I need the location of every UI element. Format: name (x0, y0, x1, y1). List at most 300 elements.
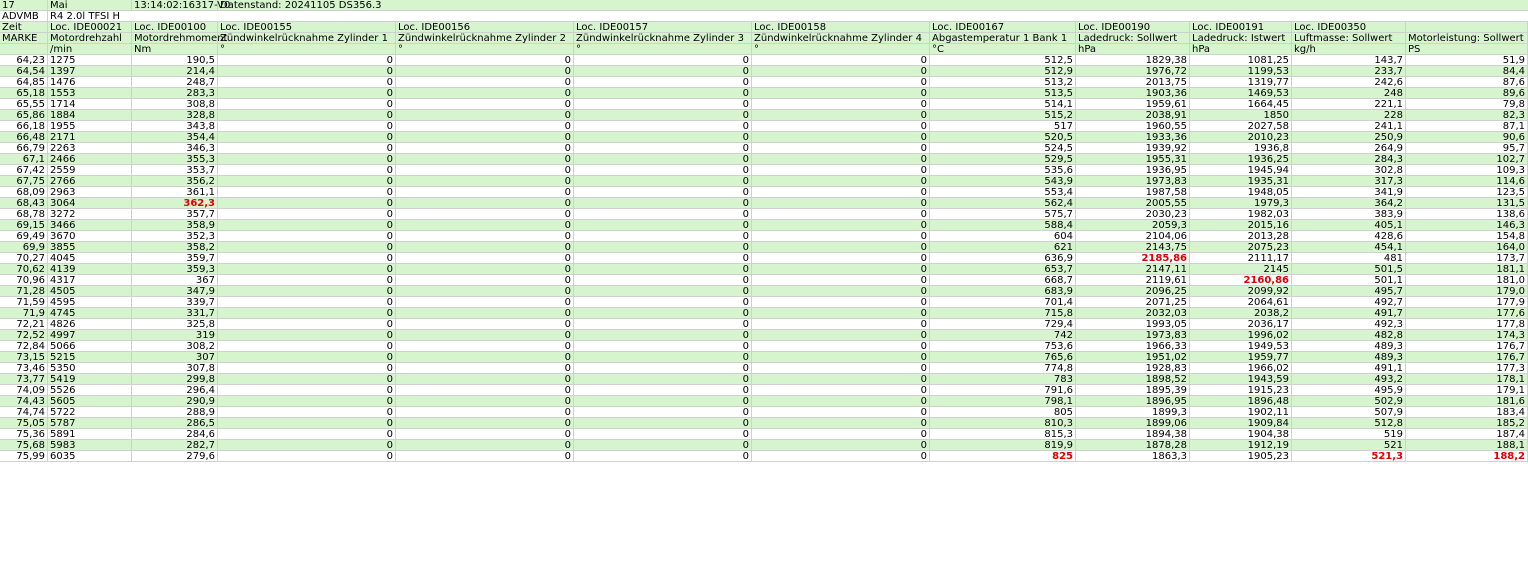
data-cell[interactable]: 74,09 (0, 385, 48, 396)
data-cell[interactable]: 0 (574, 242, 752, 253)
data-cell[interactable]: 0 (396, 209, 574, 220)
data-cell[interactable]: 3064 (48, 198, 132, 209)
data-cell[interactable]: 296,4 (132, 385, 218, 396)
data-cell[interactable]: 173,7 (1406, 253, 1528, 264)
data-cell[interactable]: 71,59 (0, 297, 48, 308)
data-cell[interactable]: 481 (1292, 253, 1406, 264)
data-cell[interactable]: 1899,06 (1076, 418, 1190, 429)
data-cell[interactable]: 282,7 (132, 440, 218, 451)
data-cell[interactable]: 529,5 (930, 154, 1076, 165)
data-cell[interactable]: 5419 (48, 374, 132, 385)
data-cell[interactable]: 0 (396, 352, 574, 363)
data-cell[interactable]: 1903,36 (1076, 88, 1190, 99)
data-cell[interactable]: 1863,3 (1076, 451, 1190, 462)
header-cell[interactable]: Luftmasse: Sollwert (1292, 33, 1406, 44)
data-cell[interactable]: 4317 (48, 275, 132, 286)
data-cell[interactable]: 0 (218, 198, 396, 209)
data-cell[interactable]: 512,8 (1292, 418, 1406, 429)
data-cell[interactable]: 70,27 (0, 253, 48, 264)
data-cell[interactable]: 51,9 (1406, 55, 1528, 66)
data-cell[interactable]: 2032,03 (1076, 308, 1190, 319)
data-cell[interactable]: 138,6 (1406, 209, 1528, 220)
data-cell[interactable]: 0 (574, 110, 752, 121)
data-cell[interactable]: 317,3 (1292, 176, 1406, 187)
data-cell[interactable]: 0 (574, 264, 752, 275)
data-cell[interactable]: 683,9 (930, 286, 1076, 297)
data-cell[interactable]: 0 (752, 286, 930, 297)
data-cell[interactable]: 0 (752, 297, 930, 308)
data-cell[interactable]: 0 (574, 143, 752, 154)
data-cell[interactable]: 507,9 (1292, 407, 1406, 418)
data-cell[interactable]: 0 (218, 209, 396, 220)
data-cell[interactable]: 1960,55 (1076, 121, 1190, 132)
data-cell[interactable]: 177,8 (1406, 319, 1528, 330)
data-cell[interactable]: 64,85 (0, 77, 48, 88)
data-cell[interactable]: 515,2 (930, 110, 1076, 121)
data-cell[interactable]: 0 (752, 121, 930, 132)
data-cell[interactable]: 177,3 (1406, 363, 1528, 374)
data-cell[interactable]: 1945,94 (1190, 165, 1292, 176)
data-cell[interactable]: 0 (396, 99, 574, 110)
data-cell[interactable]: 0 (218, 308, 396, 319)
header-cell[interactable] (1406, 22, 1528, 33)
data-cell[interactable]: 102,7 (1406, 154, 1528, 165)
data-cell[interactable]: 0 (218, 363, 396, 374)
data-cell[interactable]: 1987,58 (1076, 187, 1190, 198)
data-cell[interactable]: 66,79 (0, 143, 48, 154)
data-cell[interactable]: 4045 (48, 253, 132, 264)
data-cell[interactable]: 0 (396, 253, 574, 264)
data-cell[interactable]: 69,49 (0, 231, 48, 242)
data-cell[interactable]: 0 (574, 407, 752, 418)
data-cell[interactable]: 405,1 (1292, 220, 1406, 231)
data-cell[interactable]: 65,55 (0, 99, 48, 110)
data-cell[interactable]: 742 (930, 330, 1076, 341)
data-cell[interactable]: 68,09 (0, 187, 48, 198)
data-cell[interactable]: 0 (752, 253, 930, 264)
data-cell[interactable]: 0 (218, 110, 396, 121)
data-cell[interactable]: 146,3 (1406, 220, 1528, 231)
data-cell[interactable]: 307,8 (132, 363, 218, 374)
data-cell[interactable]: 798,1 (930, 396, 1076, 407)
data-cell[interactable]: 114,6 (1406, 176, 1528, 187)
data-cell[interactable]: 1894,38 (1076, 429, 1190, 440)
data-cell[interactable]: 1973,83 (1076, 330, 1190, 341)
data-cell[interactable]: 0 (218, 231, 396, 242)
data-cell[interactable]: 0 (574, 374, 752, 385)
data-cell[interactable]: 1878,28 (1076, 440, 1190, 451)
data-cell[interactable]: 810,3 (930, 418, 1076, 429)
data-cell[interactable]: 1955,31 (1076, 154, 1190, 165)
data-cell[interactable]: 1081,25 (1190, 55, 1292, 66)
data-cell[interactable]: 75,05 (0, 418, 48, 429)
header-cell[interactable]: Motordrehzahl (48, 33, 132, 44)
data-cell[interactable]: 513,5 (930, 88, 1076, 99)
data-cell[interactable]: 815,3 (930, 429, 1076, 440)
header-cell[interactable]: Loc. IDE00191 (1190, 22, 1292, 33)
data-cell[interactable]: 0 (218, 374, 396, 385)
data-cell[interactable]: 1943,59 (1190, 374, 1292, 385)
data-cell[interactable]: 69,15 (0, 220, 48, 231)
data-cell[interactable]: 1939,92 (1076, 143, 1190, 154)
data-cell[interactable]: 74,74 (0, 407, 48, 418)
data-cell[interactable]: 0 (396, 154, 574, 165)
data-cell[interactable]: 1476 (48, 77, 132, 88)
data-cell[interactable]: 307 (132, 352, 218, 363)
data-cell[interactable]: 1895,39 (1076, 385, 1190, 396)
data-cell[interactable]: 0 (752, 220, 930, 231)
data-cell[interactable]: 89,6 (1406, 88, 1528, 99)
data-cell[interactable]: 4139 (48, 264, 132, 275)
data-cell[interactable]: 75,36 (0, 429, 48, 440)
data-cell[interactable]: 0 (396, 110, 574, 121)
data-cell[interactable]: 185,2 (1406, 418, 1528, 429)
header-cell[interactable]: Loc. IDE00157 (574, 22, 752, 33)
data-cell[interactable]: 0 (752, 418, 930, 429)
header-cell[interactable] (0, 44, 48, 55)
data-cell[interactable]: 2111,17 (1190, 253, 1292, 264)
data-cell[interactable]: 69,9 (0, 242, 48, 253)
data-cell[interactable]: 65,86 (0, 110, 48, 121)
data-cell[interactable]: 354,4 (132, 132, 218, 143)
data-cell[interactable]: 5787 (48, 418, 132, 429)
data-cell[interactable]: 68,43 (0, 198, 48, 209)
data-cell[interactable]: 1966,33 (1076, 341, 1190, 352)
data-cell[interactable]: 0 (218, 418, 396, 429)
data-cell[interactable]: 181,1 (1406, 264, 1528, 275)
data-cell[interactable]: 492,3 (1292, 319, 1406, 330)
data-cell[interactable]: 279,6 (132, 451, 218, 462)
data-cell[interactable]: 2038,2 (1190, 308, 1292, 319)
data-cell[interactable]: 0 (752, 55, 930, 66)
data-cell[interactable]: 495,9 (1292, 385, 1406, 396)
data-cell[interactable]: 154,8 (1406, 231, 1528, 242)
header-cell[interactable]: /min (48, 44, 132, 55)
cell[interactable]: Mai (48, 0, 132, 11)
data-cell[interactable]: 0 (218, 319, 396, 330)
data-cell[interactable]: 1933,36 (1076, 132, 1190, 143)
data-cell[interactable]: 0 (574, 176, 752, 187)
data-cell[interactable]: 0 (218, 341, 396, 352)
data-cell[interactable]: 489,3 (1292, 341, 1406, 352)
data-cell[interactable]: 0 (218, 330, 396, 341)
data-cell[interactable]: 284,3 (1292, 154, 1406, 165)
data-cell[interactable]: 2171 (48, 132, 132, 143)
data-cell[interactable]: 1936,8 (1190, 143, 1292, 154)
data-cell[interactable]: 73,46 (0, 363, 48, 374)
header-cell[interactable]: Abgastemperatur 1 Bank 1 (930, 33, 1076, 44)
data-cell[interactable]: 339,7 (132, 297, 218, 308)
data-cell[interactable]: 0 (396, 143, 574, 154)
data-cell[interactable]: 0 (574, 77, 752, 88)
header-cell[interactable]: Ladedruck: Sollwert (1076, 33, 1190, 44)
data-cell[interactable]: 75,68 (0, 440, 48, 451)
data-cell[interactable]: 5066 (48, 341, 132, 352)
header-cell[interactable]: Zündwinkelrücknahme Zylinder 4 (752, 33, 930, 44)
data-cell[interactable]: 0 (396, 407, 574, 418)
data-cell[interactable]: 553,4 (930, 187, 1076, 198)
data-cell[interactable]: 2027,58 (1190, 121, 1292, 132)
data-cell[interactable]: 1955 (48, 121, 132, 132)
data-cell[interactable]: 0 (574, 99, 752, 110)
data-cell[interactable]: 0 (752, 330, 930, 341)
data-cell[interactable]: 242,6 (1292, 77, 1406, 88)
data-cell[interactable]: 188,1 (1406, 440, 1528, 451)
data-cell[interactable]: 805 (930, 407, 1076, 418)
data-cell[interactable]: 66,48 (0, 132, 48, 143)
header-cell[interactable]: °C (930, 44, 1076, 55)
data-cell[interactable]: 521,3 (1292, 451, 1406, 462)
data-cell[interactable]: 2145 (1190, 264, 1292, 275)
data-cell[interactable]: 715,8 (930, 308, 1076, 319)
data-cell[interactable]: 0 (574, 396, 752, 407)
data-cell[interactable]: 0 (396, 319, 574, 330)
data-cell[interactable]: 248 (1292, 88, 1406, 99)
data-cell[interactable]: 73,77 (0, 374, 48, 385)
data-cell[interactable]: 286,5 (132, 418, 218, 429)
data-cell[interactable]: 0 (218, 297, 396, 308)
data-cell[interactable]: 0 (396, 176, 574, 187)
data-cell[interactable]: 2263 (48, 143, 132, 154)
data-cell[interactable]: 492,7 (1292, 297, 1406, 308)
data-cell[interactable]: 341,9 (1292, 187, 1406, 198)
data-cell[interactable]: 2075,23 (1190, 242, 1292, 253)
data-cell[interactable]: 0 (752, 88, 930, 99)
data-cell[interactable]: 521 (1292, 440, 1406, 451)
cell[interactable]: R4 2.0l TFSI H (50, 11, 121, 22)
data-cell[interactable]: 5983 (48, 440, 132, 451)
data-cell[interactable]: 143,7 (1292, 55, 1406, 66)
data-cell[interactable]: 284,6 (132, 429, 218, 440)
data-cell[interactable]: 2096,25 (1076, 286, 1190, 297)
data-cell[interactable]: 367 (132, 275, 218, 286)
data-cell[interactable]: 1905,23 (1190, 451, 1292, 462)
data-cell[interactable]: 70,62 (0, 264, 48, 275)
header-cell[interactable]: Zeit (0, 22, 48, 33)
header-cell[interactable]: hPa (1076, 44, 1190, 55)
data-cell[interactable]: 4745 (48, 308, 132, 319)
data-cell[interactable]: 74,43 (0, 396, 48, 407)
header-cell[interactable]: MARKE (0, 33, 48, 44)
data-cell[interactable]: 0 (218, 407, 396, 418)
header-cell[interactable]: Loc. IDE00155 (218, 22, 396, 33)
data-cell[interactable]: 84,4 (1406, 66, 1528, 77)
data-cell[interactable]: 290,9 (132, 396, 218, 407)
data-cell[interactable]: 1912,19 (1190, 440, 1292, 451)
header-cell[interactable]: Zündwinkelrücknahme Zylinder 2 (396, 33, 574, 44)
data-cell[interactable]: 1397 (48, 66, 132, 77)
data-cell[interactable]: 0 (218, 385, 396, 396)
data-cell[interactable]: 1936,95 (1076, 165, 1190, 176)
data-cell[interactable]: 178,1 (1406, 374, 1528, 385)
data-cell[interactable]: 514,1 (930, 99, 1076, 110)
data-cell[interactable]: 819,9 (930, 440, 1076, 451)
data-cell[interactable]: 0 (752, 341, 930, 352)
data-cell[interactable]: 2038,91 (1076, 110, 1190, 121)
data-cell[interactable]: 64,54 (0, 66, 48, 77)
data-cell[interactable]: 491,7 (1292, 308, 1406, 319)
data-cell[interactable]: 0 (752, 132, 930, 143)
cell[interactable]: 13:14:02:16317-V0 (134, 0, 231, 11)
data-cell[interactable]: 0 (396, 429, 574, 440)
data-cell[interactable]: 575,7 (930, 209, 1076, 220)
data-cell[interactable]: 2143,75 (1076, 242, 1190, 253)
data-cell[interactable]: 1199,53 (1190, 66, 1292, 77)
data-cell[interactable]: 4595 (48, 297, 132, 308)
data-cell[interactable]: 0 (218, 143, 396, 154)
data-cell[interactable]: 174,3 (1406, 330, 1528, 341)
data-cell[interactable]: 0 (574, 308, 752, 319)
data-cell[interactable]: 66,18 (0, 121, 48, 132)
data-cell[interactable]: 357,7 (132, 209, 218, 220)
data-cell[interactable]: 0 (396, 440, 574, 451)
data-cell[interactable]: 362,3 (132, 198, 218, 209)
data-cell[interactable]: 359,7 (132, 253, 218, 264)
data-cell[interactable]: 1884 (48, 110, 132, 121)
data-cell[interactable]: 2010,23 (1190, 132, 1292, 143)
data-cell[interactable]: 1829,38 (1076, 55, 1190, 66)
data-cell[interactable]: 0 (574, 220, 752, 231)
data-cell[interactable]: 1898,52 (1076, 374, 1190, 385)
data-cell[interactable]: 68,78 (0, 209, 48, 220)
data-cell[interactable]: 358,9 (132, 220, 218, 231)
data-cell[interactable]: 0 (574, 429, 752, 440)
data-cell[interactable]: 179,0 (1406, 286, 1528, 297)
data-cell[interactable]: 0 (752, 264, 930, 275)
data-cell[interactable]: 517 (930, 121, 1076, 132)
data-cell[interactable]: 0 (574, 363, 752, 374)
data-cell[interactable]: 1973,83 (1076, 176, 1190, 187)
header-cell[interactable]: Zündwinkelrücknahme Zylinder 3 (574, 33, 752, 44)
data-cell[interactable]: 636,9 (930, 253, 1076, 264)
data-cell[interactable]: 0 (218, 352, 396, 363)
data-cell[interactable]: 2036,17 (1190, 319, 1292, 330)
data-cell[interactable]: 825 (930, 451, 1076, 462)
data-cell[interactable]: 0 (752, 198, 930, 209)
data-cell[interactable]: 0 (396, 374, 574, 385)
data-cell[interactable]: 1959,61 (1076, 99, 1190, 110)
data-cell[interactable]: 1993,05 (1076, 319, 1190, 330)
data-cell[interactable]: 383,9 (1292, 209, 1406, 220)
data-cell[interactable]: 783 (930, 374, 1076, 385)
data-cell[interactable]: 2064,61 (1190, 297, 1292, 308)
data-cell[interactable]: 3466 (48, 220, 132, 231)
data-cell[interactable]: 428,6 (1292, 231, 1406, 242)
data-cell[interactable]: 123,5 (1406, 187, 1528, 198)
data-cell[interactable]: 1319,77 (1190, 77, 1292, 88)
header-cell[interactable]: Loc. IDE00190 (1076, 22, 1190, 33)
data-cell[interactable]: 65,18 (0, 88, 48, 99)
data-cell[interactable]: 308,8 (132, 99, 218, 110)
data-cell[interactable]: 621 (930, 242, 1076, 253)
data-cell[interactable]: 519 (1292, 429, 1406, 440)
data-cell[interactable]: 0 (574, 275, 752, 286)
header-cell[interactable]: Loc. IDE00158 (752, 22, 930, 33)
data-cell[interactable]: 0 (752, 308, 930, 319)
data-cell[interactable]: 3272 (48, 209, 132, 220)
data-cell[interactable]: 1982,03 (1190, 209, 1292, 220)
data-cell[interactable]: 2015,16 (1190, 220, 1292, 231)
header-cell[interactable]: Loc. IDE00021 (48, 22, 132, 33)
data-cell[interactable]: 319 (132, 330, 218, 341)
data-cell[interactable]: 491,1 (1292, 363, 1406, 374)
data-cell[interactable]: 4997 (48, 330, 132, 341)
data-cell[interactable]: 0 (574, 209, 752, 220)
data-cell[interactable]: 302,8 (1292, 165, 1406, 176)
data-cell[interactable]: 353,7 (132, 165, 218, 176)
data-cell[interactable]: 2099,92 (1190, 286, 1292, 297)
data-cell[interactable]: 1850 (1190, 110, 1292, 121)
data-cell[interactable]: 248,7 (132, 77, 218, 88)
header-cell[interactable]: ° (752, 44, 930, 55)
header-cell[interactable]: ° (218, 44, 396, 55)
data-cell[interactable]: 1979,3 (1190, 198, 1292, 209)
data-cell[interactable]: 181,6 (1406, 396, 1528, 407)
data-cell[interactable]: 6035 (48, 451, 132, 462)
cell[interactable]: Datenstand: 20241105 DS356.3 (220, 0, 382, 11)
data-cell[interactable]: 72,84 (0, 341, 48, 352)
data-cell[interactable]: 0 (218, 132, 396, 143)
data-cell[interactable]: 0 (574, 341, 752, 352)
data-cell[interactable]: 87,1 (1406, 121, 1528, 132)
data-cell[interactable]: 0 (218, 220, 396, 231)
data-cell[interactable]: 109,3 (1406, 165, 1528, 176)
data-cell[interactable]: 501,5 (1292, 264, 1406, 275)
data-cell[interactable]: 0 (574, 297, 752, 308)
data-cell[interactable]: 0 (218, 55, 396, 66)
data-cell[interactable]: 71,28 (0, 286, 48, 297)
data-cell[interactable]: 0 (396, 418, 574, 429)
data-cell[interactable]: 264,9 (1292, 143, 1406, 154)
data-cell[interactable]: 2104,06 (1076, 231, 1190, 242)
data-cell[interactable]: 0 (574, 154, 752, 165)
data-cell[interactable]: 0 (752, 429, 930, 440)
data-cell[interactable]: 2185,86 (1076, 253, 1190, 264)
data-cell[interactable]: 3670 (48, 231, 132, 242)
data-cell[interactable]: 0 (574, 253, 752, 264)
data-cell[interactable]: 0 (218, 154, 396, 165)
data-cell[interactable]: 0 (752, 187, 930, 198)
data-cell[interactable]: 0 (574, 451, 752, 462)
data-cell[interactable]: 0 (218, 242, 396, 253)
data-cell[interactable]: 73,15 (0, 352, 48, 363)
data-cell[interactable]: 2013,28 (1190, 231, 1292, 242)
data-cell[interactable]: 346,3 (132, 143, 218, 154)
header-cell[interactable]: Nm (132, 44, 218, 55)
data-cell[interactable]: 0 (218, 66, 396, 77)
data-cell[interactable]: 0 (218, 429, 396, 440)
data-cell[interactable]: 71,9 (0, 308, 48, 319)
data-cell[interactable]: 0 (752, 99, 930, 110)
data-cell[interactable]: 176,7 (1406, 352, 1528, 363)
data-cell[interactable]: 352,3 (132, 231, 218, 242)
data-cell[interactable]: 0 (574, 55, 752, 66)
header-cell[interactable]: Ladedruck: Istwert (1190, 33, 1292, 44)
data-cell[interactable]: 82,3 (1406, 110, 1528, 121)
data-cell[interactable]: 0 (396, 187, 574, 198)
data-cell[interactable]: 325,8 (132, 319, 218, 330)
data-cell[interactable]: 535,6 (930, 165, 1076, 176)
data-cell[interactable]: 0 (574, 319, 752, 330)
data-cell[interactable]: 328,8 (132, 110, 218, 121)
data-cell[interactable]: 358,2 (132, 242, 218, 253)
data-cell[interactable]: 355,3 (132, 154, 218, 165)
data-cell[interactable]: 177,9 (1406, 297, 1528, 308)
data-cell[interactable]: 70,96 (0, 275, 48, 286)
data-cell[interactable]: 1966,02 (1190, 363, 1292, 374)
header-cell[interactable]: hPa (1190, 44, 1292, 55)
cell[interactable]: ADVMB (0, 11, 48, 22)
